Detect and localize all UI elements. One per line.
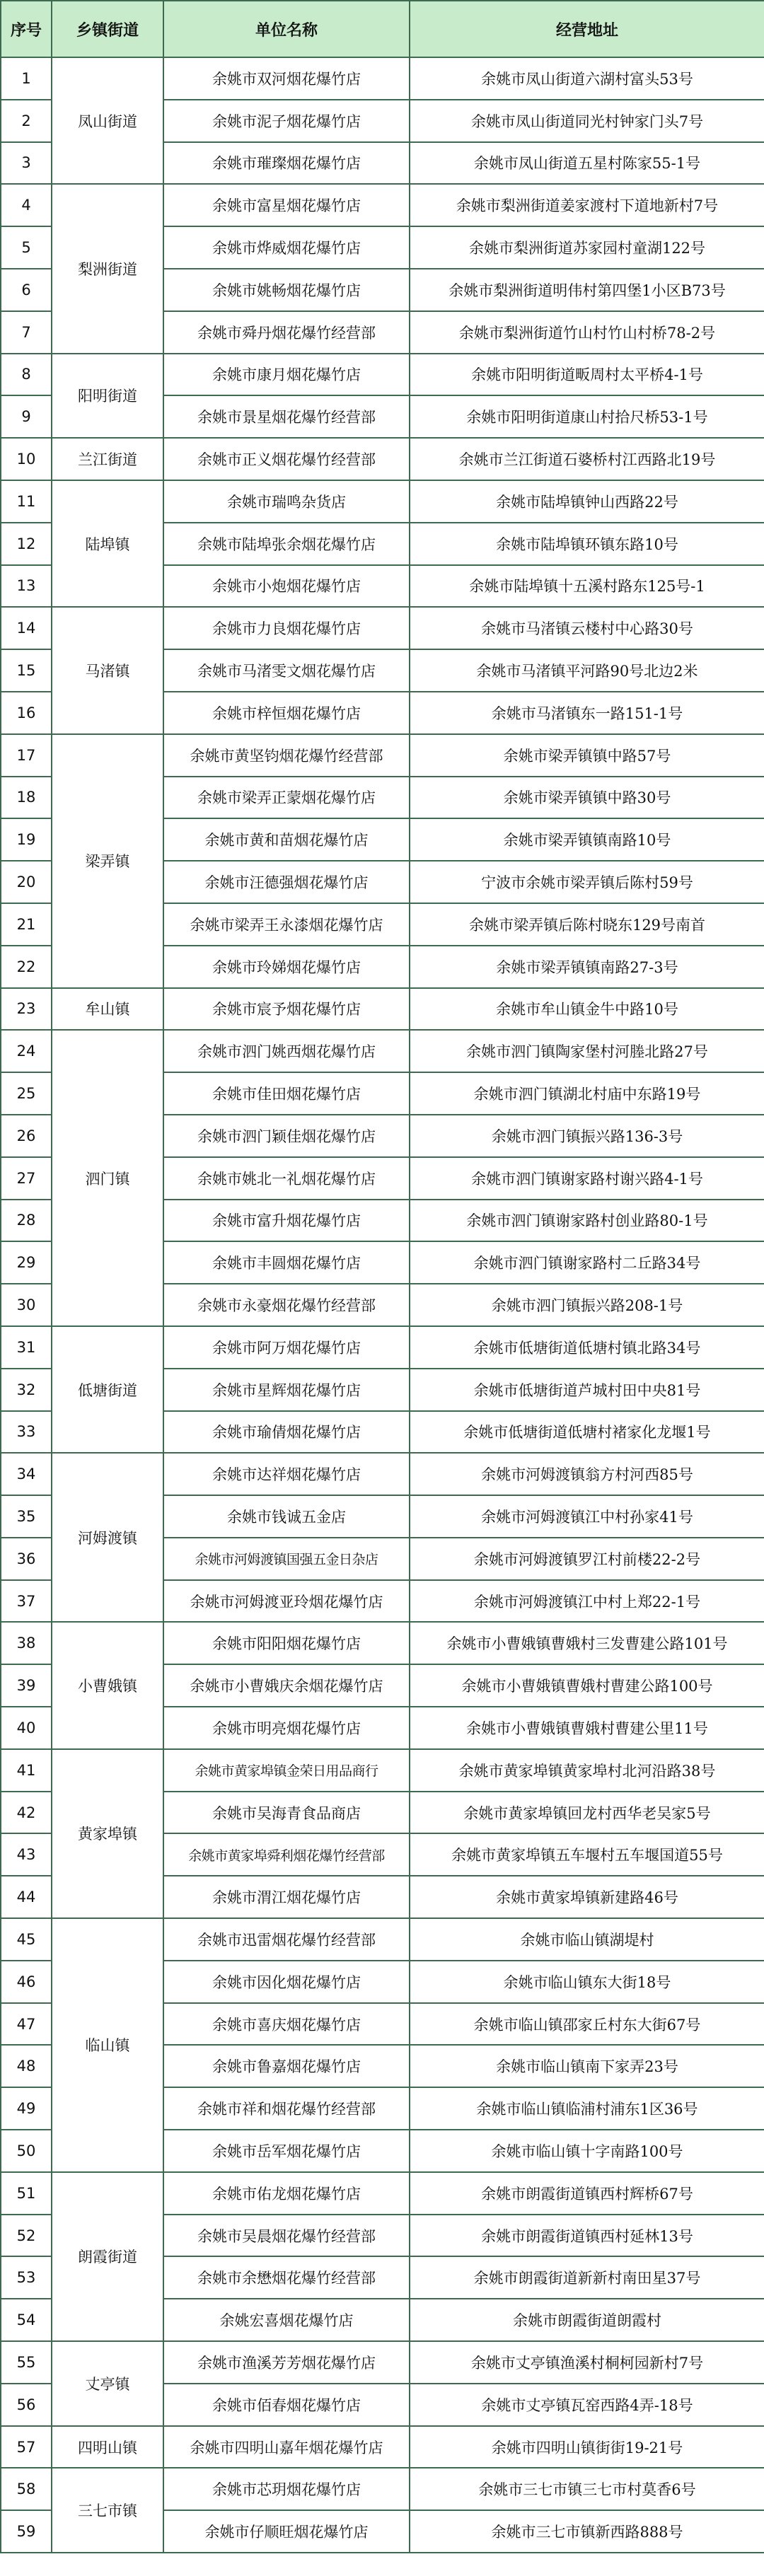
cell-address: 余姚市河姆渡镇翁方村河西85号 <box>410 1453 764 1495</box>
cell-seq: 41 <box>1 1749 52 1792</box>
cell-seq: 33 <box>1 1411 52 1454</box>
cell-address: 余姚市马渚镇东一路151-1号 <box>410 692 764 734</box>
cell-seq: 56 <box>1 2384 52 2426</box>
cell-seq: 36 <box>1 1538 52 1580</box>
cell-seq: 14 <box>1 607 52 649</box>
table-row <box>1 1749 764 1792</box>
cell-unit-name: 余姚市泗门姚西烟花爆竹店 <box>163 1030 410 1072</box>
cell-unit-name: 余姚市梁弄王永漆烟花爆竹店 <box>163 903 410 946</box>
table-row <box>1 2468 764 2510</box>
table-row <box>1 2426 764 2468</box>
cell-seq: 38 <box>1 1622 52 1664</box>
cell-town: 梨洲街道 <box>52 184 163 353</box>
cell-unit-name: 余姚市璀璨烟花爆竹店 <box>163 142 410 185</box>
cell-seq: 17 <box>1 734 52 777</box>
cell-unit-name: 余姚市永豪烟花爆竹经营部 <box>163 1284 410 1326</box>
cell-seq: 9 <box>1 395 52 438</box>
cell-address: 余姚市朗霞街道镇西村辉桥67号 <box>410 2172 764 2215</box>
cell-unit-name: 余姚市舜丹烟花爆竹经营部 <box>163 311 410 354</box>
header-row <box>1 1 764 57</box>
cell-unit-name: 余姚市泗门颖佳烟花爆竹店 <box>163 1115 410 1157</box>
cell-unit-name: 余姚市祥和烟花爆竹经营部 <box>163 2087 410 2130</box>
cell-address: 余姚市黄家埠镇回龙村西华老吴家5号 <box>410 1792 764 1834</box>
table-row <box>1 2341 764 2384</box>
cell-address: 余姚市凤山街道同光村钟家门头7号 <box>410 100 764 142</box>
cell-address: 余姚市阳明街道畈周村太平桥4-1号 <box>410 354 764 396</box>
cell-seq: 8 <box>1 354 52 396</box>
cell-unit-name: 余姚市力良烟花爆竹店 <box>163 607 410 649</box>
cell-unit-name: 余姚市黄和苗烟花爆竹店 <box>163 818 410 861</box>
cell-unit-name: 余姚市余懋烟花爆竹经营部 <box>163 2256 410 2299</box>
cell-seq: 59 <box>1 2510 52 2553</box>
cell-seq: 54 <box>1 2299 52 2341</box>
cell-address: 余姚市低塘街道芦城村田中央81号 <box>410 1369 764 1411</box>
cell-address: 余姚市梨洲街道苏家园村童湖122号 <box>410 226 764 269</box>
cell-unit-name: 余姚市仔顺旺烟花爆竹店 <box>163 2510 410 2553</box>
table-row <box>1 354 764 396</box>
cell-unit-name: 余姚市黄家埠舜利烟花爆竹经营部 <box>163 1833 410 1876</box>
cell-address: 余姚市泗门镇谢家路村谢兴路4-1号 <box>410 1157 764 1200</box>
cell-unit-name: 余姚市佳田烟花爆竹店 <box>163 1072 410 1115</box>
cell-address: 余姚市临山镇东大街18号 <box>410 1961 764 2003</box>
cell-address: 余姚市小曹娥镇曹娥村三发曹建公路101号 <box>410 1622 764 1664</box>
cell-town: 四明山镇 <box>52 2426 163 2468</box>
cell-seq: 45 <box>1 1918 52 1961</box>
cell-address: 余姚市梁弄镇镇中路30号 <box>410 777 764 819</box>
cell-seq: 35 <box>1 1495 52 1538</box>
cell-address: 余姚市低塘街道低塘村镇北路34号 <box>410 1326 764 1369</box>
cell-seq: 27 <box>1 1157 52 1200</box>
cell-town: 小曹娥镇 <box>52 1622 163 1748</box>
cell-address: 余姚市陆埠镇钟山西路22号 <box>410 480 764 523</box>
cell-seq: 15 <box>1 649 52 692</box>
cell-unit-name: 余姚市姚北一礼烟花爆竹店 <box>163 1157 410 1200</box>
cell-seq: 40 <box>1 1707 52 1749</box>
cell-address: 余姚市泗门镇谢家路村创业路80-1号 <box>410 1200 764 1242</box>
table-row <box>1 438 764 480</box>
cell-unit-name: 余姚市因化烟花爆竹店 <box>163 1961 410 2003</box>
table-row <box>1 1622 764 1664</box>
cell-unit-name: 余姚市迅雷烟花爆竹经营部 <box>163 1918 410 1961</box>
cell-seq: 49 <box>1 2087 52 2130</box>
cell-address: 余姚市小曹娥镇曹娥村曹建公路100号 <box>410 1664 764 1707</box>
cell-address: 余姚市低塘街道低塘村褚家化龙堰1号 <box>410 1411 764 1454</box>
cell-unit-name: 余姚市玲娣烟花爆竹店 <box>163 946 410 988</box>
cell-unit-name: 余姚市星辉烟花爆竹店 <box>163 1369 410 1411</box>
cell-seq: 20 <box>1 861 52 903</box>
cell-town: 凤山街道 <box>52 57 163 184</box>
cell-address: 余姚市阳明街道康山村拾尺桥53-1号 <box>410 395 764 438</box>
cell-address: 余姚市泗门镇陶家堡村河塍北路27号 <box>410 1030 764 1072</box>
cell-unit-name: 余姚市双河烟花爆竹店 <box>163 57 410 100</box>
cell-seq: 31 <box>1 1326 52 1369</box>
cell-seq: 47 <box>1 2003 52 2046</box>
cell-town: 丈亭镇 <box>52 2341 163 2426</box>
cell-unit-name: 余姚市芯玥烟花爆竹店 <box>163 2468 410 2510</box>
cell-unit-name: 余姚市达祥烟花爆竹店 <box>163 1453 410 1495</box>
cell-seq: 32 <box>1 1369 52 1411</box>
cell-town: 泗门镇 <box>52 1030 163 1326</box>
cell-address: 余姚市陆埠镇环镇东路10号 <box>410 523 764 565</box>
table-row <box>1 988 764 1031</box>
cell-address: 余姚市三七市镇新西路888号 <box>410 2510 764 2553</box>
cell-address: 余姚市河姆渡镇罗江村前楼22-2号 <box>410 1538 764 1580</box>
cell-seq: 7 <box>1 311 52 354</box>
table-row <box>1 2172 764 2215</box>
cell-unit-name: 余姚市陆埠张余烟花爆竹店 <box>163 523 410 565</box>
cell-address: 余姚市凤山街道六湖村富头53号 <box>410 57 764 100</box>
cell-address: 余姚市泗门镇湖北村庙中东路19号 <box>410 1072 764 1115</box>
cell-town: 兰江街道 <box>52 438 163 480</box>
cell-unit-name: 余姚市四明山嘉年烟花爆竹店 <box>163 2426 410 2468</box>
cell-address: 余姚市梁弄镇镇南路10号 <box>410 818 764 861</box>
cell-town: 牟山镇 <box>52 988 163 1031</box>
cell-unit-name: 余姚市正义烟花爆竹经营部 <box>163 438 410 480</box>
table-row <box>1 184 764 226</box>
cell-address: 余姚市黄家埠镇新建路46号 <box>410 1876 764 1918</box>
cell-unit-name: 余姚市富星烟花爆竹店 <box>163 184 410 226</box>
cell-unit-name: 余姚市汪德强烟花爆竹店 <box>163 861 410 903</box>
cell-seq: 25 <box>1 1072 52 1115</box>
cell-seq: 16 <box>1 692 52 734</box>
cell-address: 余姚市朗霞街道镇西村延林13号 <box>410 2215 764 2257</box>
cell-address: 余姚市朗霞街道新新村南田星37号 <box>410 2256 764 2299</box>
cell-unit-name: 余姚市景星烟花爆竹经营部 <box>163 395 410 438</box>
table-body <box>1 57 764 2553</box>
cell-unit-name: 余姚市钱诚五金店 <box>163 1495 410 1538</box>
cell-address: 余姚市泗门镇振兴路208-1号 <box>410 1284 764 1326</box>
cell-seq: 44 <box>1 1876 52 1918</box>
table-row <box>1 1453 764 1495</box>
cell-seq: 24 <box>1 1030 52 1072</box>
cell-seq: 37 <box>1 1580 52 1623</box>
cell-unit-name: 余姚市小曹娥庆余烟花爆竹店 <box>163 1664 410 1707</box>
cell-unit-name: 余姚市鲁嘉烟花爆竹店 <box>163 2045 410 2087</box>
table-row <box>1 480 764 523</box>
cell-address: 余姚市梨洲街道姜家渡村下道地新村7号 <box>410 184 764 226</box>
cell-town: 黄家埠镇 <box>52 1749 163 1918</box>
cell-seq: 19 <box>1 818 52 861</box>
cell-address: 余姚市临山镇临浦村浦东1区36号 <box>410 2087 764 2130</box>
cell-unit-name: 余姚市姚畅烟花爆竹店 <box>163 269 410 311</box>
cell-address: 余姚市临山镇十字南路100号 <box>410 2130 764 2172</box>
cell-address: 余姚市三七市镇三七市村莫香6号 <box>410 2468 764 2510</box>
cell-unit-name: 余姚市烨威烟花爆竹店 <box>163 226 410 269</box>
cell-unit-name: 余姚市梓恒烟花爆竹店 <box>163 692 410 734</box>
cell-address: 宁波市余姚市梁弄镇后陈村59号 <box>410 861 764 903</box>
cell-unit-name: 余姚市康月烟花爆竹店 <box>163 354 410 396</box>
cell-address: 余姚市梨洲街道竹山村竹山村桥78-2号 <box>410 311 764 354</box>
cell-seq: 21 <box>1 903 52 946</box>
cell-town: 朗霞街道 <box>52 2172 163 2341</box>
cell-town: 临山镇 <box>52 1918 163 2172</box>
cell-address: 余姚市河姆渡镇江中村上郑22-1号 <box>410 1580 764 1623</box>
cell-unit-name: 余姚市河姆渡镇国强五金日杂店 <box>163 1538 410 1580</box>
table-row <box>1 1030 764 1072</box>
cell-seq: 4 <box>1 184 52 226</box>
cell-seq: 1 <box>1 57 52 100</box>
cell-seq: 53 <box>1 2256 52 2299</box>
cell-town: 河姆渡镇 <box>52 1453 163 1622</box>
cell-seq: 52 <box>1 2215 52 2257</box>
cell-seq: 43 <box>1 1833 52 1876</box>
cell-unit-name: 余姚市小炮烟花爆竹店 <box>163 565 410 608</box>
cell-address: 余姚市泗门镇谢家路村二丘路34号 <box>410 1241 764 1284</box>
cell-unit-name: 余姚市吴海青食品商店 <box>163 1792 410 1834</box>
cell-address: 余姚市丈亭镇渔溪村桐柯园新村7号 <box>410 2341 764 2384</box>
cell-address: 余姚市黄家埠镇黄家埠村北河沿路38号 <box>410 1749 764 1792</box>
cell-seq: 42 <box>1 1792 52 1834</box>
header-unit-name: 单位名称 <box>163 1 410 57</box>
cell-unit-name: 余姚市吴晨烟花爆竹经营部 <box>163 2215 410 2257</box>
cell-unit-name: 余姚市渔溪芳芳烟花爆竹店 <box>163 2341 410 2384</box>
cell-unit-name: 余姚市佰春烟花爆竹店 <box>163 2384 410 2426</box>
cell-address: 余姚市丈亭镇瓦窑西路4弄-18号 <box>410 2384 764 2426</box>
cell-seq: 2 <box>1 100 52 142</box>
cell-address: 余姚市牟山镇金牛中路10号 <box>410 988 764 1031</box>
table-row <box>1 607 764 649</box>
cell-seq: 30 <box>1 1284 52 1326</box>
cell-unit-name: 余姚市丰圆烟花爆竹店 <box>163 1241 410 1284</box>
cell-seq: 6 <box>1 269 52 311</box>
cell-unit-name: 余姚市阿万烟花爆竹店 <box>163 1326 410 1369</box>
cell-seq: 5 <box>1 226 52 269</box>
cell-address: 余姚市凤山街道五星村陈家55-1号 <box>410 142 764 185</box>
cell-seq: 48 <box>1 2045 52 2087</box>
cell-unit-name: 余姚市马渚雯文烟花爆竹店 <box>163 649 410 692</box>
cell-address: 余姚市临山镇邵家丘村东大街67号 <box>410 2003 764 2046</box>
cell-address: 余姚市朗霞街道朗霞村 <box>410 2299 764 2341</box>
cell-seq: 34 <box>1 1453 52 1495</box>
cell-seq: 26 <box>1 1115 52 1157</box>
cell-seq: 58 <box>1 2468 52 2510</box>
table-row <box>1 57 764 100</box>
table-row <box>1 734 764 777</box>
cell-seq: 18 <box>1 777 52 819</box>
cell-unit-name: 余姚市喜庆烟花爆竹店 <box>163 2003 410 2046</box>
table-row <box>1 1326 764 1369</box>
cell-town: 陆埠镇 <box>52 480 163 607</box>
cell-address: 余姚市河姆渡镇江中村孙家41号 <box>410 1495 764 1538</box>
cell-address: 余姚市四明山镇街街19-21号 <box>410 2426 764 2468</box>
cell-seq: 13 <box>1 565 52 608</box>
cell-seq: 46 <box>1 1961 52 2003</box>
cell-seq: 3 <box>1 142 52 185</box>
cell-address: 余姚市兰江街道石婆桥村江西路北19号 <box>410 438 764 480</box>
cell-seq: 23 <box>1 988 52 1031</box>
cell-unit-name: 余姚市阳阳烟花爆竹店 <box>163 1622 410 1664</box>
cell-unit-name: 余姚市岳军烟花爆竹店 <box>163 2130 410 2172</box>
cell-address: 余姚市梁弄镇镇中路57号 <box>410 734 764 777</box>
cell-unit-name: 余姚市渭江烟花爆竹店 <box>163 1876 410 1918</box>
cell-unit-name: 余姚宏喜烟花爆竹店 <box>163 2299 410 2341</box>
cell-seq: 50 <box>1 2130 52 2172</box>
cell-unit-name: 余姚市瑜倩烟花爆竹店 <box>163 1411 410 1454</box>
cell-town: 阳明街道 <box>52 354 163 439</box>
cell-town: 梁弄镇 <box>52 734 163 988</box>
header-town: 乡镇街道 <box>52 1 163 57</box>
header-address: 经营地址 <box>410 1 764 57</box>
cell-seq: 55 <box>1 2341 52 2384</box>
cell-unit-name: 余姚市黄家埠镇金荣日用品商行 <box>163 1749 410 1792</box>
cell-address: 余姚市黄家埠镇五车堰村五车堰国道55号 <box>410 1833 764 1876</box>
cell-unit-name: 余姚市富升烟花爆竹店 <box>163 1200 410 1242</box>
header-seq: 序号 <box>1 1 52 57</box>
cell-unit-name: 余姚市梁弄正蒙烟花爆竹店 <box>163 777 410 819</box>
cell-seq: 28 <box>1 1200 52 1242</box>
cell-address: 余姚市临山镇湖堤村 <box>410 1918 764 1961</box>
cell-address: 余姚市梁弄镇镇南路27-3号 <box>410 946 764 988</box>
cell-unit-name: 余姚市宸予烟花爆竹店 <box>163 988 410 1031</box>
cell-town: 低塘街道 <box>52 1326 163 1453</box>
cell-seq: 10 <box>1 438 52 480</box>
cell-unit-name: 余姚市佑龙烟花爆竹店 <box>163 2172 410 2215</box>
cell-unit-name: 余姚市河姆渡亚玲烟花爆竹店 <box>163 1580 410 1623</box>
cell-address: 余姚市小曹娥镇曹娥村曹建公里11号 <box>410 1707 764 1749</box>
cell-seq: 11 <box>1 480 52 523</box>
cell-seq: 57 <box>1 2426 52 2468</box>
cell-unit-name: 余姚市黄坚钧烟花爆竹经营部 <box>163 734 410 777</box>
cell-address: 余姚市临山镇南下家弄23号 <box>410 2045 764 2087</box>
cell-seq: 29 <box>1 1241 52 1284</box>
cell-seq: 51 <box>1 2172 52 2215</box>
cell-seq: 12 <box>1 523 52 565</box>
cell-address: 余姚市梨洲街道明伟村第四堡1小区B73号 <box>410 269 764 311</box>
cell-seq: 22 <box>1 946 52 988</box>
cell-town: 马渚镇 <box>52 607 163 733</box>
cell-unit-name: 余姚市瑞鸣杂货店 <box>163 480 410 523</box>
cell-seq: 39 <box>1 1664 52 1707</box>
cell-address: 余姚市马渚镇云楼村中心路30号 <box>410 607 764 649</box>
cell-address: 余姚市马渚镇平河路90号北边2米 <box>410 649 764 692</box>
cell-town: 三七市镇 <box>52 2468 163 2553</box>
cell-unit-name: 余姚市泥子烟花爆竹店 <box>163 100 410 142</box>
cell-address: 余姚市陆埠镇十五溪村路东125号-1 <box>410 565 764 608</box>
table-row <box>1 1918 764 1961</box>
cell-unit-name: 余姚市明亮烟花爆竹店 <box>163 1707 410 1749</box>
cell-address: 余姚市梁弄镇后陈村晓东129号南首 <box>410 903 764 946</box>
cell-address: 余姚市泗门镇振兴路136-3号 <box>410 1115 764 1157</box>
